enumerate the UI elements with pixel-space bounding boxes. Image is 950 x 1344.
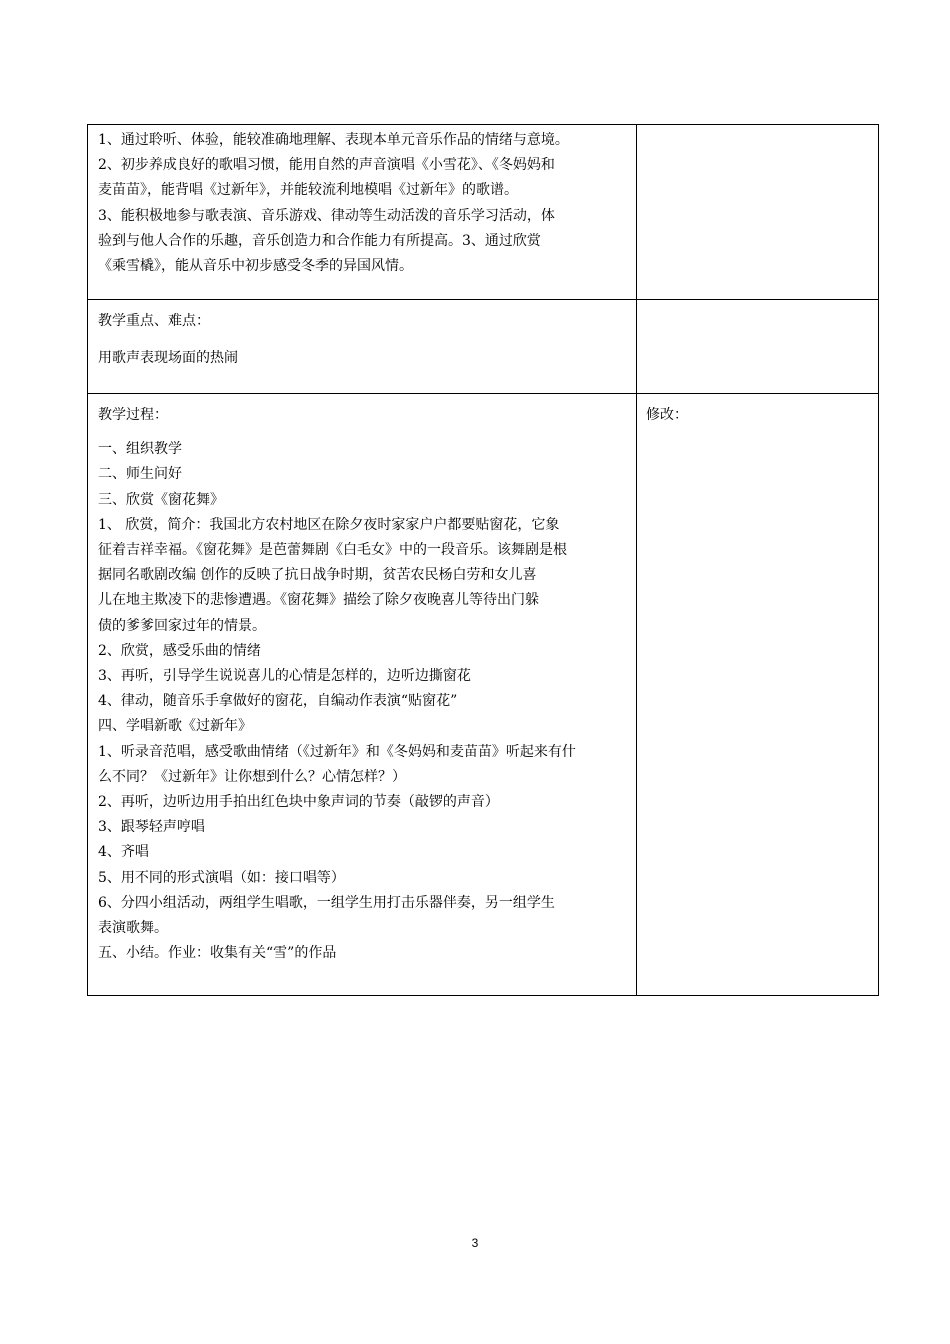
objective-line: 2、初步养成良好的歌唱习惯，能用自然的声音演唱《小雪花》、《冬妈妈和 — [98, 157, 555, 174]
process-line: 4、律动，随音乐手拿做好的窗花，自编动作表演“贴窗花” — [98, 693, 458, 710]
process-line: 3、跟琴轻声哼唱 — [98, 819, 205, 836]
objectives-cell — [98, 128, 634, 279]
process-line: 么不同？《过新年》让你想到什么？心情怎样？） — [98, 768, 406, 785]
key-points-text: 用歌声表现场面的热闹 — [98, 350, 238, 367]
key-points-heading: 教学重点、难点： — [98, 313, 210, 329]
objective-line: 3、能积极地参与歌表演、音乐游戏、律动等生动活泼的音乐学习活动，体 — [98, 207, 555, 224]
objective-line: 麦苗苗》，能背唱《过新年》，并能较流利地模唱《过新年》的歌谱。 — [98, 182, 518, 199]
objective-line: 1、通过聆听、体验，能较准确地理解、表现本单元音乐作品的情绪与意境。 — [98, 132, 569, 148]
process-heading: 教学过程： — [98, 407, 168, 423]
row-divider-2 — [88, 393, 878, 394]
process-line: 1、听录音范唱，感受歌曲情绪（《过新年》和《冬妈妈和麦苗苗》听起来有什 — [98, 743, 576, 760]
process-line: 表演歌舞。 — [98, 920, 168, 937]
column-divider — [636, 125, 637, 995]
process-line: 一、组织教学 — [98, 441, 182, 458]
revision-label: 修改： — [646, 407, 688, 423]
process-line: 2、再听，边听边用手拍出红色块中象声词的节奏（敲锣的声音） — [98, 794, 499, 811]
process-line: 5、用不同的形式演唱（如：接口唱等） — [98, 869, 345, 886]
key-points-cell — [98, 309, 634, 371]
objective-line: 《乘雪橇》，能从音乐中初步感受冬季的异国风情。 — [98, 258, 413, 275]
page-number: 3 — [471, 1236, 479, 1250]
process-line: 债的爹爹回家过年的情景。 — [98, 617, 266, 634]
process-line: 6、分四小组活动，两组学生唱歌，一组学生用打击乐器伴奏，另一组学生 — [98, 894, 555, 911]
process-line: 三、欣赏《窗花舞》 — [98, 491, 224, 508]
objective-line: 验到与他人合作的乐趣，音乐创造力和合作能力有所提高。3、通过欣赏 — [98, 232, 541, 249]
process-line: 四、学唱新歌《过新年》 — [98, 718, 252, 735]
process-cell — [98, 403, 634, 966]
lesson-plan-table — [87, 124, 879, 996]
process-line: 儿在地主欺凌下的悲惨遭遇。《窗花舞》描绘了除夕夜晚喜儿等待出门躲 — [98, 592, 539, 609]
process-line: 征着吉祥幸福。《窗花舞》是芭蕾舞剧《白毛女》中的一段音乐。该舞剧是根 — [98, 542, 567, 559]
process-line: 4、齐唱 — [98, 844, 149, 861]
process-line: 据同名歌剧改编 创作的反映了抗日战争时期，贫苦农民杨白劳和女儿喜 — [98, 567, 537, 584]
process-line: 五、小结。作业：收集有关“雪”的作品 — [98, 945, 337, 962]
process-line: 3、再听，引导学生说说喜儿的心情是怎样的，边听边撕窗花 — [98, 668, 471, 685]
process-line: 二、师生问好 — [98, 466, 182, 483]
process-line: 2、欣赏，感受乐曲的情绪 — [98, 642, 261, 659]
row-divider-1 — [88, 299, 878, 300]
process-line: 1、 欣赏，简介：我国北方农村地区在除夕夜时家家户户都要贴窗花，它象 — [98, 516, 560, 533]
